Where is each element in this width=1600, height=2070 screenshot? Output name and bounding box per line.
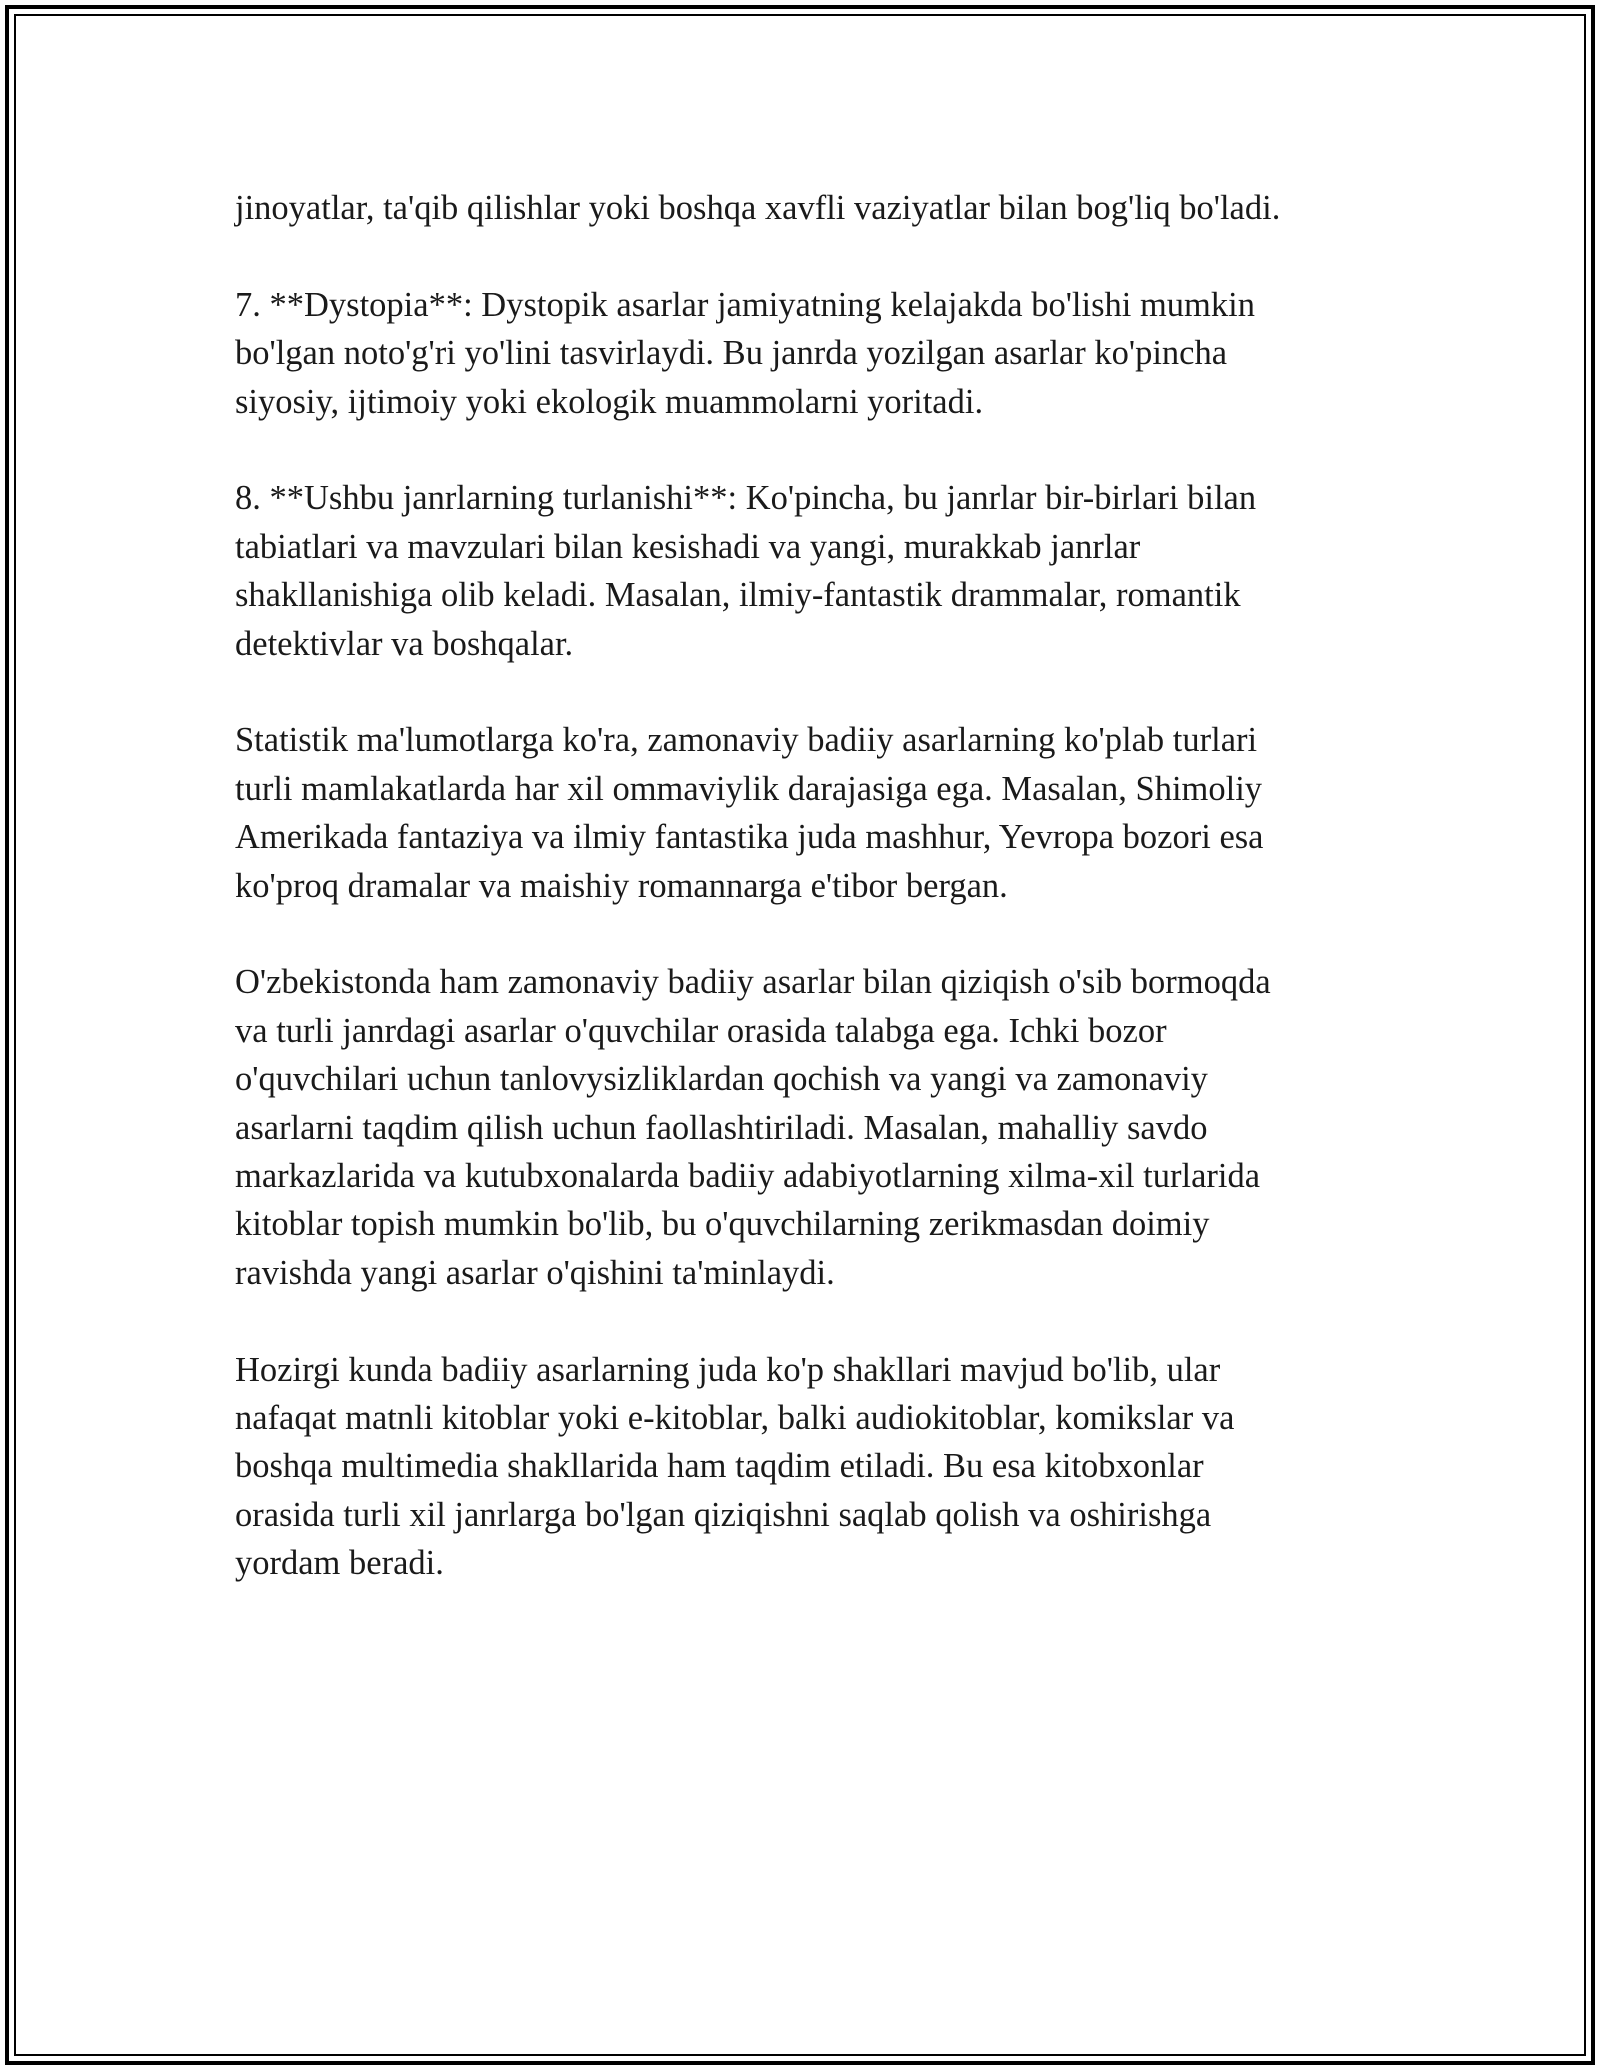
text-line: jinoyatlar, ta'qib qilishlar yoki boshqa xavfli vaziyatlar bilan bog'liq bo'ladi. — [235, 189, 1281, 227]
text-line: asarlarni taqdim qilish uchun faollashtiriladi. Masalan, mahalliy savdo — [235, 1108, 1208, 1147]
text-line: 7. **Dystopia**: Dystopik asarlar jamiyatning kelajakda bo'lishi mumkin — [235, 285, 1255, 324]
paragraph-crime-continuation — [235, 184, 1375, 232]
text-line: nafaqat matnli kitoblar yoki e-kitoblar, balki audiokitoblar, komikslar va — [235, 1399, 1235, 1438]
text-line: va turli janrdagi asarlar o'quvchilar orasida talabga ega. Ichki bozor — [235, 1011, 1167, 1050]
paragraph-uzbekistan — [235, 958, 1375, 1297]
paragraph-genre-mixing — [235, 474, 1375, 668]
text-line: Hozirgi kunda badiiy asarlarning juda ko'p shakllari mavjud bo'lib, ular — [235, 1350, 1221, 1389]
text-line: 8. **Ushbu janrlarning turlanishi**: Ko'pincha, bu janrlar bir-birlari bilan — [235, 479, 1257, 518]
text-line: O'zbekistonda ham zamonaviy badiiy asarlar bilan qiziqish o'sib bormoqda — [235, 963, 1271, 1002]
paragraph-statistics — [235, 716, 1375, 910]
document-body — [235, 184, 1375, 1636]
text-line: yordam beradi. — [235, 1544, 444, 1583]
text-line: kitoblar topish mumkin bo'lib, bu o'quvchilarning zerikmasdan doimiy — [235, 1205, 1210, 1244]
text-line: detektivlar va boshqalar. — [235, 624, 574, 663]
text-line: bo'lgan noto'g'ri yo'lini tasvirlaydi. Bu janrda yozilgan asarlar ko'pincha — [235, 334, 1228, 373]
text-line: siyosiy, ijtimoiy yoki ekologik muammolarni yoritadi. — [235, 382, 984, 421]
text-line: boshqa multimedia shakllarida ham taqdim etiladi. Bu esa kitobxonlar — [235, 1447, 1204, 1486]
paragraph-formats — [235, 1346, 1375, 1588]
text-line: ko'proq dramalar va maishiy romannarga e'tibor bergan. — [235, 866, 1008, 905]
text-line: Statistik ma'lumotlarga ko'ra, zamonaviy badiiy asarlarning ko'plab turlari — [235, 721, 1258, 760]
text-line: orasida turli xil janrlarga bo'lgan qiziqishni saqlab qolish va oshirishga — [235, 1495, 1212, 1534]
paragraph-dystopia — [235, 281, 1375, 426]
text-line: shakllanishiga olib keladi. Masalan, ilmiy-fantastik drammalar, romantik — [235, 576, 1241, 615]
text-line: markazlarida va kutubxonalarda badiiy adabiyotlarning xilma-xil turlarida — [235, 1157, 1261, 1196]
text-line: Amerikada fantaziya va ilmiy fantastika juda mashhur, Yevropa bozori esa — [235, 818, 1264, 857]
text-line: turli mamlakatlarda har xil ommaviylik darajasiga ega. Masalan, Shimoliy — [235, 769, 1263, 808]
text-line: ravishda yangi asarlar o'qishini ta'minlaydi. — [235, 1253, 835, 1292]
text-line: tabiatlari va mavzulari bilan kesishadi va yangi, murakkab janrlar — [235, 527, 1141, 566]
text-line: o'quvchilari uchun tanlovysizliklardan qochish va yangi va zamonaviy — [235, 1060, 1208, 1099]
